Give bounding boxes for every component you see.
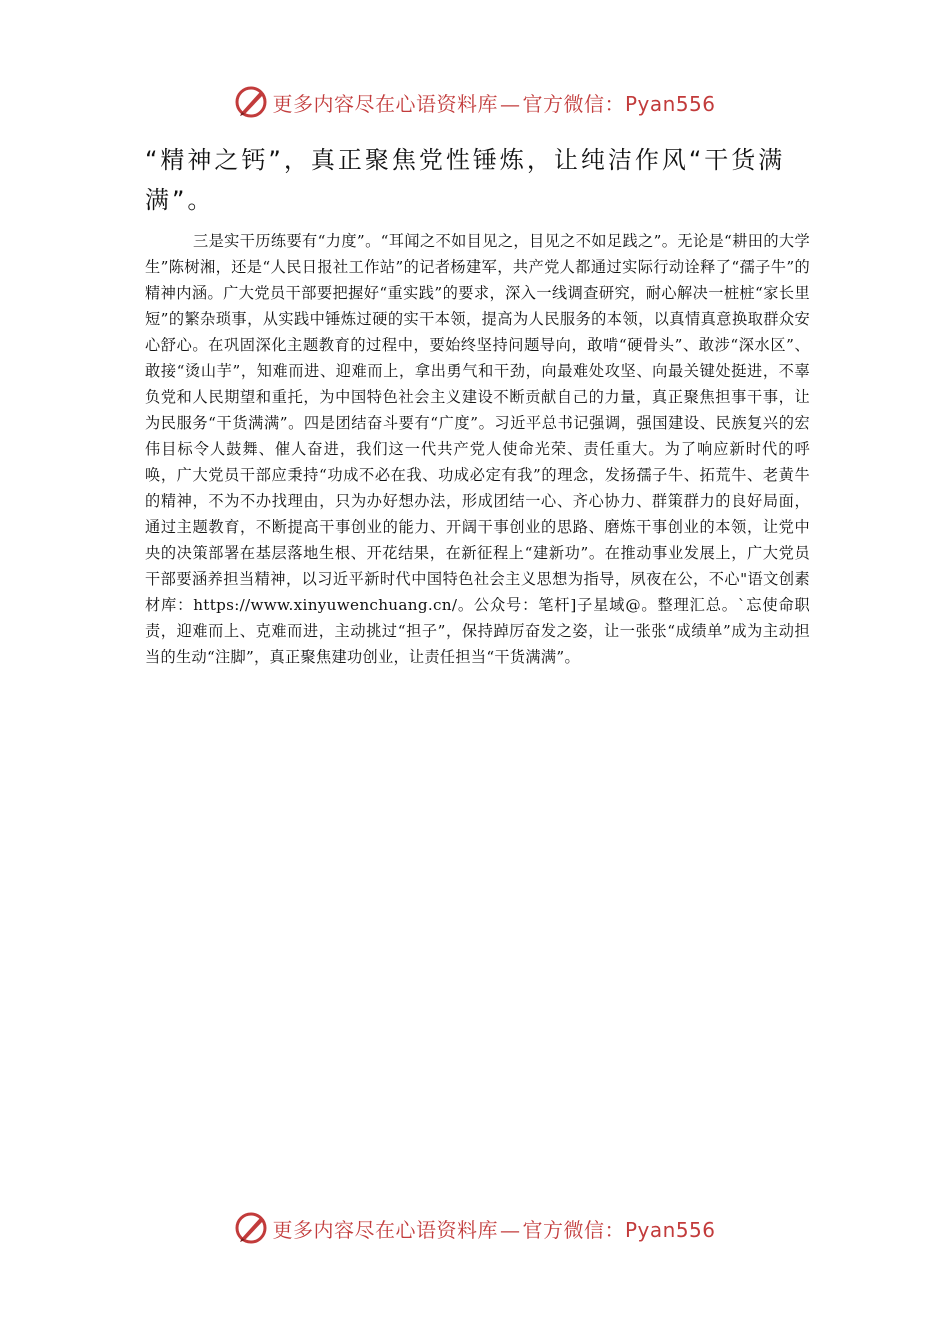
banner-wechat-id: Pyan556 bbox=[624, 1217, 716, 1242]
body-paragraph: 三是实干历练要有“力度”。“耳闻之不如目见之，目见之不如足践之”。无论是“耕田的大学生”陈树湘，还是“人民日报社工作站”的记者杨建军，共产党人都通过实际行动诠释了“孺子牛”的精神内涵。广大党员干部要把握好“重实践”的要求，深入一线调查研究，耐心解决一桩桩“家长里短”的繁杂琐事，从实践中锤炼过硬的实干本领，提高为人民服务的本领，以真情真意换取群众安心舒心。在巩固深化主题教育的过程中，要始终坚持问题导向，敢啃“硬骨头”、敢涉“深水区”、敢接“烫山芋”，知难而进、迎难而上，拿出勇气和干劲，向最难处攻坚、向最关键处挺进，不辜负党和人民期望和重托，为中国特色社会主义建设不断贡献自己的力量，真正聚焦担事干事，让为民服务“干货满满”。四是团结奋斗要有“广度”。习近平总书记强调，强国建设、民族复兴的宏伟目标令人鼓舞、催人奋进，我们这一代共产党人使命光荣、责任重大。为了响应新时代的呼唤，广大党员干部应秉持“功成不必在我、功成必定有我”的理念，发扬孺子牛、拓荒牛、老黄牛的精神，不为不办找理由，只为办好想办法，形成团结一心、齐心协力、群策群力的良好局面，通过主题教育，不断提高干事创业的能力、开阔干事创业的思路、磨炼干事创业的本领，让党中央的决策部署在基层落地生根、开花结果，在新征程上“建新功”。在推动事业发展上，广大党员干部要涵养担当精神，以习近平新时代中国特色社会主义思想为指导，夙夜在公，不心"语文创素材库：https://www.xinyuwenchuang.cn/。公众号：笔杆]子星域@。整理汇总。`忘使命职责，迎难而上、克难而进，主动挑过“担子”，保持踔厉奋发之姿，让一张张“成绩单”成为主动担当的生动“注脚”，真正聚焦建功创业，让责任担当“干货满满”。 bbox=[145, 232, 810, 666]
section-heading: “精神之钙”，真正聚焦党性锤炼，让纯洁作风“干货满满”。 bbox=[145, 146, 786, 214]
header-banner bbox=[0, 82, 950, 122]
banner-main-text: 更多内容尽在心语资料库 bbox=[272, 91, 498, 116]
banner-wechat-id: Pyan556 bbox=[624, 91, 716, 116]
banner-wechat-label: 官方微信： bbox=[522, 91, 625, 116]
banner-separator: — bbox=[499, 1217, 521, 1242]
banner-wechat-label: 官方微信： bbox=[522, 1217, 625, 1242]
banner-separator: — bbox=[499, 91, 521, 116]
footer-banner bbox=[0, 1208, 950, 1248]
banner-text bbox=[272, 88, 715, 117]
banner-main-text: 更多内容尽在心语资料库 bbox=[272, 1217, 498, 1242]
pen-logo-icon bbox=[234, 85, 268, 119]
banner-text bbox=[272, 1214, 715, 1243]
pen-logo-icon bbox=[234, 1211, 268, 1245]
